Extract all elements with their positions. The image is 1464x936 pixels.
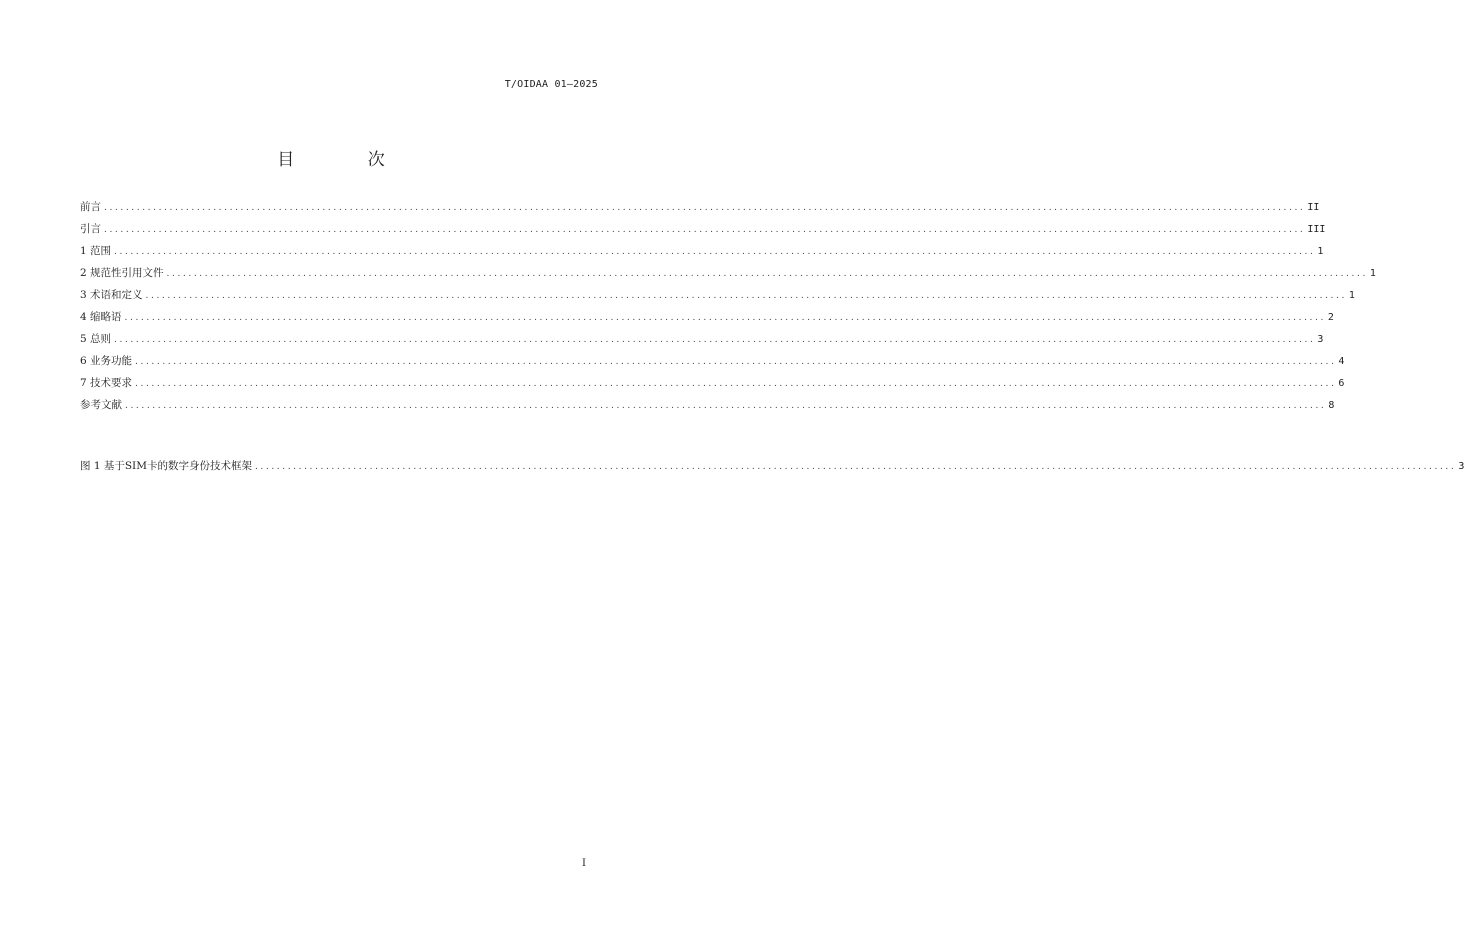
toc-entry-page: III — [1307, 224, 1326, 235]
toc-title: 目 次 — [277, 150, 419, 170]
toc-entry-label: 5 总则 — [80, 333, 112, 345]
toc-entry-label: 2 规范性引用文件 — [80, 267, 164, 279]
toc-entry[interactable] — [80, 331, 1324, 353]
toc-entry-label: 6 业务功能 — [80, 355, 133, 367]
toc-entry-label: 3 术语和定义 — [80, 289, 143, 301]
toc-entry-page: 1 — [1369, 268, 1376, 279]
toc-entry[interactable] — [80, 287, 1355, 309]
toc-entry[interactable] — [80, 265, 1376, 287]
toc-entry-page: 1 — [1317, 246, 1324, 257]
figure-entry[interactable] — [80, 458, 1464, 480]
toc-entry-page: 6 — [1338, 378, 1345, 389]
toc-entry-page: 3 — [1317, 334, 1324, 345]
dot-leader: ............................................................................................................................................................................................................................ — [135, 379, 1337, 389]
dot-leader: ............................................................................................................................................................................................................................ — [114, 247, 1316, 257]
dot-leader: ............................................................................................................................................................................................................................ — [104, 225, 1306, 235]
table-of-contents — [80, 199, 1376, 419]
toc-entry[interactable] — [80, 353, 1345, 375]
dot-leader: ............................................................................................................................................................................................................................ — [254, 462, 1457, 472]
toc-entry[interactable] — [80, 309, 1334, 331]
dot-leader: ............................................................................................................................................................................................................................ — [145, 291, 1347, 301]
dot-leader: ............................................................................................................................................................................................................................ — [104, 203, 1306, 213]
toc-entry-label: 7 技术要求 — [80, 377, 133, 389]
toc-entry[interactable] — [80, 199, 1320, 221]
toc-entry-label: 1 范围 — [80, 245, 112, 257]
toc-entry-page: 4 — [1338, 356, 1345, 367]
dot-leader: ............................................................................................................................................................................................................................ — [114, 335, 1316, 345]
toc-entry-label: 参考文献 — [80, 399, 122, 411]
dot-leader: ............................................................................................................................................................................................................................ — [125, 401, 1327, 411]
toc-entry-label: 引言 — [80, 223, 101, 235]
dot-leader: ............................................................................................................................................................................................................................ — [135, 357, 1337, 367]
list-of-figures — [80, 458, 1464, 480]
toc-entry[interactable] — [80, 375, 1345, 397]
toc-entry[interactable] — [80, 221, 1326, 243]
figure-entry-page: 3 — [1458, 461, 1464, 472]
toc-entry-label: 4 缩略语 — [80, 311, 122, 323]
page-number: I — [582, 858, 586, 869]
figure-entry-label: 图 1 基于SIM卡的数字身份技术框架 — [80, 460, 252, 472]
toc-entry-page: 8 — [1328, 400, 1335, 411]
toc-entry-page: 2 — [1327, 312, 1334, 323]
dot-leader: ............................................................................................................................................................................................................................ — [166, 269, 1368, 279]
dot-leader: ............................................................................................................................................................................................................................ — [124, 313, 1326, 323]
toc-entry[interactable] — [80, 243, 1324, 265]
toc-entry[interactable] — [80, 397, 1335, 419]
toc-entry-label: 前言 — [80, 201, 101, 213]
standard-code: T/OIDAA 01—2025 — [504, 79, 598, 90]
toc-entry-page: II — [1307, 202, 1320, 213]
toc-entry-page: 1 — [1348, 290, 1355, 301]
